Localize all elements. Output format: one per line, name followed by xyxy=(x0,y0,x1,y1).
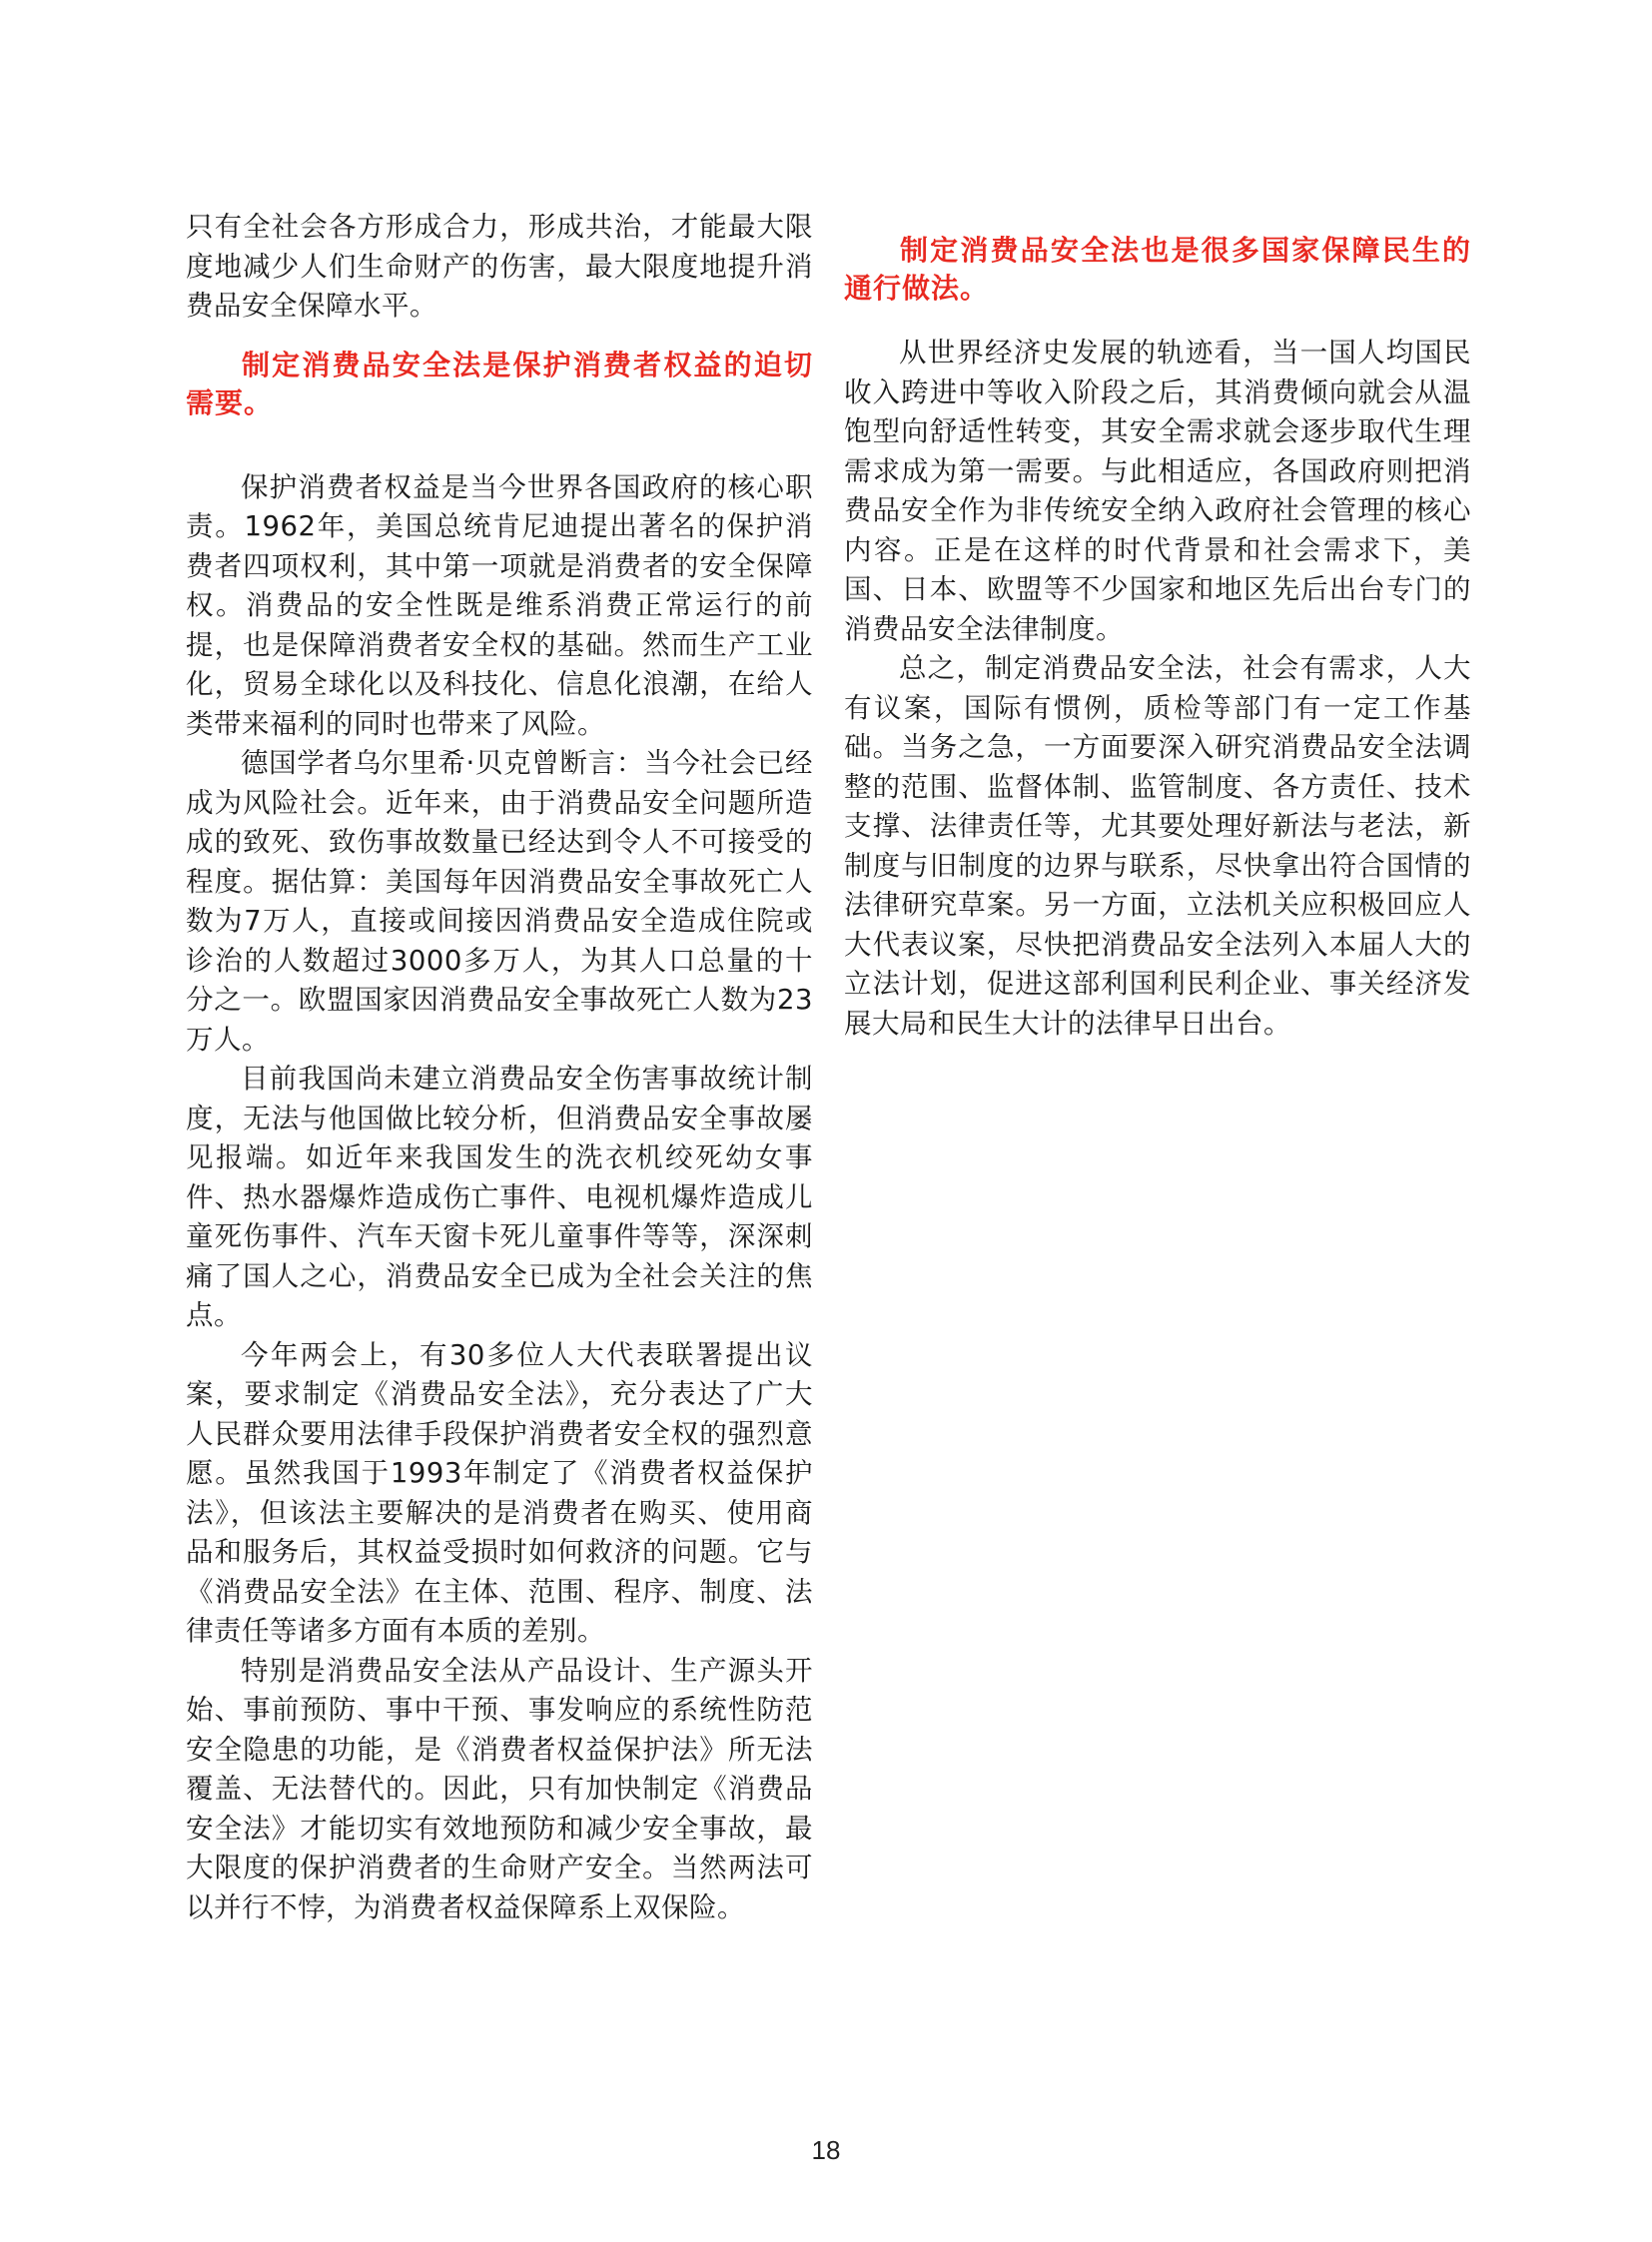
section-heading-international-practice: 制定消费品安全法也是很多国家保障民生的通行做法。 xyxy=(844,234,1471,305)
intro-paragraph: 只有全社会各方形成合力，形成共治，才能最大限度地减少人们生命财产的伤害，最大限度地提升消费品安全保障水平。 xyxy=(186,211,813,322)
body-paragraph: 总之，制定消费品安全法，社会有需求，人大有议案，国际有惯例，质检等部门有一定工作基础。当务之急，一方面要深入研究消费品安全法调整的范围、监督体制、监管制度、各方责任、技术支撑、法律责任等，尤其要处理好新法与老法，新制度与旧制度的边界与联系，尽快拿出符合国情的法律研究草案。另一方面，立法机关应积极回应人大代表议案，尽快把消费品安全法列入本届人大的立法计划，促进这部利国利民利企业、事关经济发展大局和民生大计的法律早日出台。 xyxy=(844,652,1471,1040)
body-paragraph: 德国学者乌尔里希·贝克曾断言：当今社会已经成为风险社会。近年来，由于消费品安全问题所造成的致死、致伤事故数量已经达到令人不可接受的程度。据估算：美国每年因消费品安全事故死亡人数为7万人，直接或间接因消费品安全造成住院或诊治的人数超过3000多万人，为其人口总量的十分之一。欧盟国家因消费品安全事故死亡人数为23万人。 xyxy=(186,747,813,1056)
body-paragraph: 保护消费者权益是当今世界各国政府的核心职责。1962年，美国总统肯尼迪提出著名的保护消费者四项权利，其中第一项就是消费者的安全保障权。消费品的安全性既是维系消费正常运行的前提，也是保障消费者安全权的基础。然而生产工业化，贸易全球化以及科技化、信息化浪潮，在给人类带来福利的同时也带来了风险。 xyxy=(186,470,813,740)
page-number: 18 xyxy=(811,2135,841,2165)
left-column xyxy=(186,208,813,1927)
right-column xyxy=(844,232,1471,1044)
section-heading-consumer-rights: 制定消费品安全法是保护消费者权益的迫切需要。 xyxy=(186,348,813,419)
body-paragraph: 目前我国尚未建立消费品安全伤害事故统计制度，无法与他国做比较分析，但消费品安全事故屡见报端。如近年来我国发生的洗衣机绞死幼女事件、热水器爆炸造成伤亡事件、电视机爆炸造成儿童死伤事件、汽车天窗卡死儿童事件等等，深深刺痛了国人之心，消费品安全已成为全社会关注的焦点。 xyxy=(186,1063,813,1331)
body-paragraph: 特别是消费品安全法从产品设计、生产源头开始、事前预防、事中干预、事发响应的系统性防范安全隐患的功能，是《消费者权益保护法》所无法覆盖、无法替代的。因此，只有加快制定《消费品安全法》才能切实有效地预防和减少安全事故，最大限度的保护消费者的生命财产安全。当然两法可以并行不悖，为消费者权益保障系上双保险。 xyxy=(186,1654,813,1923)
body-paragraph: 今年两会上，有30多位人大代表联署提出议案，要求制定《消费品安全法》，充分表达了广大人民群众要用法律手段保护消费者安全权的强烈意愿。虽然我国于1993年制定了《消费者权益保护法》，但该法主要解决的是消费者在购买、使用商品和服务后，其权益受损时如何救济的问题。它与《消费品安全法》在主体、范围、程序、制度、法律责任等诸多方面有本质的差别。 xyxy=(186,1338,813,1647)
body-paragraph: 从世界经济史发展的轨迹看，当一国人均国民收入跨进中等收入阶段之后，其消费倾向就会从温饱型向舒适性转变，其安全需求就会逐步取代生理需求成为第一需要。与此相适应，各国政府则把消费品安全作为非传统安全纳入政府社会管理的核心内容。正是在这样的时代背景和社会需求下，美国、日本、欧盟等不少国家和地区先后出台专门的消费品安全法律制度。 xyxy=(844,337,1471,645)
